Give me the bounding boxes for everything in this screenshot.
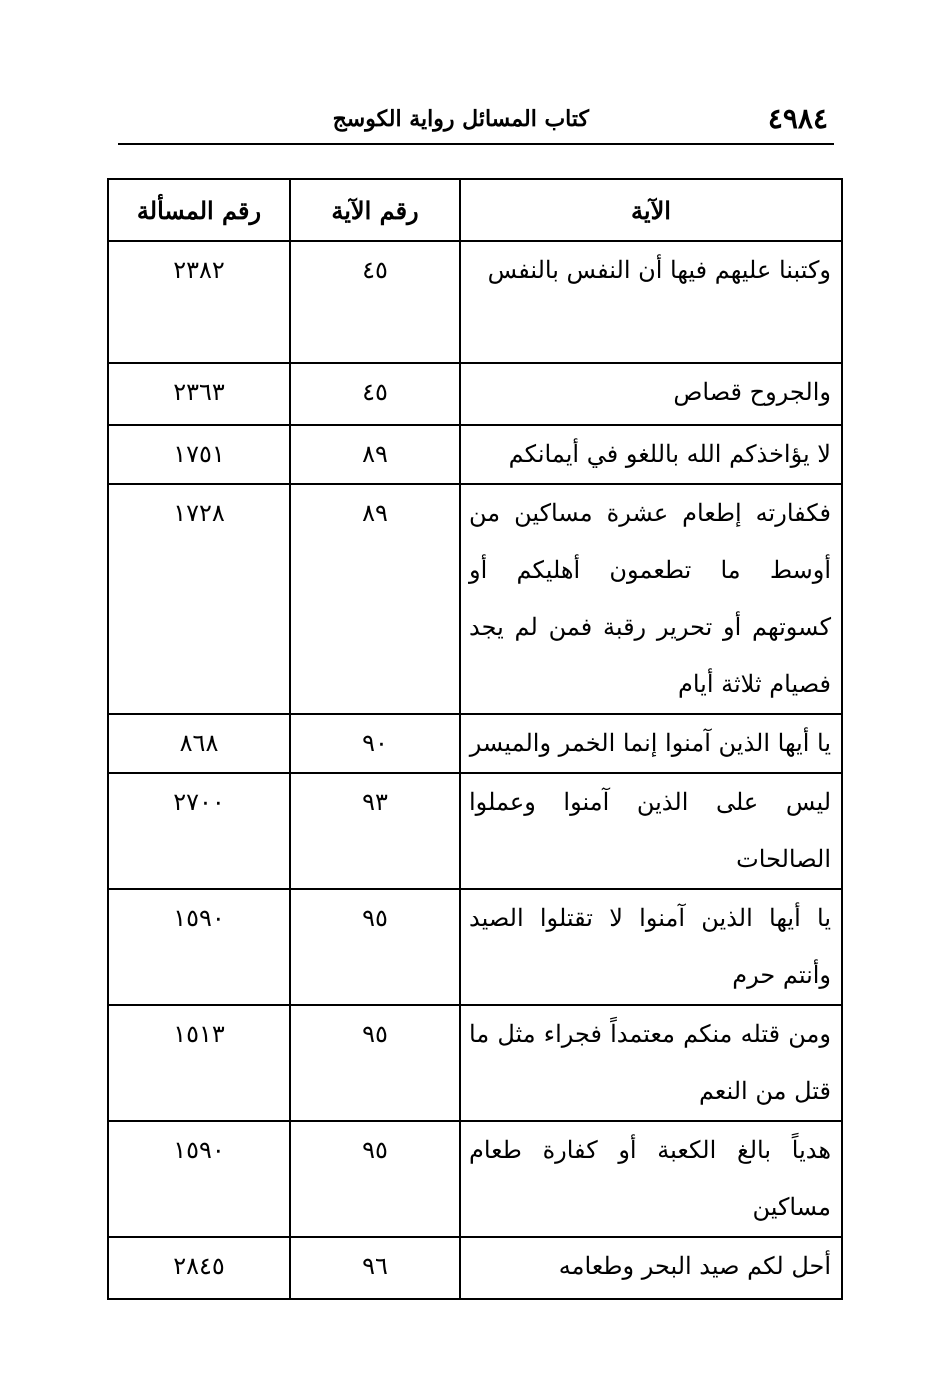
table-row — [108, 714, 842, 773]
issue-number-cell: ١٧٢٨ — [108, 484, 290, 714]
verse-number-cell: ٩٥ — [290, 1005, 460, 1121]
page-header — [118, 98, 834, 142]
column-header-issue-number: رقم المسألة — [108, 179, 290, 241]
issue-number-cell: ١٥٩٠ — [108, 889, 290, 1005]
verse-cell: فكفارته إطعام عشرة مساكين من أوسط ما تطعمون أهليكم أو كسوتهم أو تحرير رقبة فمن لم يجد فصيام ثلاثة أيام — [460, 484, 842, 714]
verse-cell: والجروح قصاص — [460, 363, 842, 425]
issue-number-cell: ١٧٥١ — [108, 425, 290, 484]
header-divider — [118, 143, 834, 145]
issue-number-cell: ١٥٩٠ — [108, 1121, 290, 1237]
verse-number-cell: ٩٦ — [290, 1237, 460, 1299]
table-header-row — [108, 179, 842, 241]
verse-cell: هدياً بالغ الكعبة أو كفارة طعام مساكين — [460, 1121, 842, 1237]
table-row — [108, 484, 842, 714]
table-row — [108, 1005, 842, 1121]
table-row — [108, 889, 842, 1005]
verse-number-cell: ٤٥ — [290, 241, 460, 363]
issue-number-cell: ٢٣٨٢ — [108, 241, 290, 363]
verse-cell: يا أيها الذين آمنوا لا تقتلوا الصيد وأنتم حرم — [460, 889, 842, 1005]
verse-cell: وكتبنا عليهم فيها أن النفس بالنفس — [460, 241, 842, 363]
verse-number-cell: ٩٥ — [290, 1121, 460, 1237]
verse-number-cell: ٨٩ — [290, 484, 460, 714]
table-row — [108, 1237, 842, 1299]
table-row — [108, 1121, 842, 1237]
verse-number-cell: ٩٠ — [290, 714, 460, 773]
verse-cell: يا أيها الذين آمنوا إنما الخمر والميسر — [460, 714, 842, 773]
table-row — [108, 425, 842, 484]
book-title: كتاب المسائل رواية الكوسج — [332, 106, 589, 132]
verse-number-cell: ٩٥ — [290, 889, 460, 1005]
verses-table — [107, 178, 843, 1300]
table-row — [108, 363, 842, 425]
verse-number-cell: ٤٥ — [290, 363, 460, 425]
table-row — [108, 773, 842, 889]
issue-number-cell: ٢٣٦٣ — [108, 363, 290, 425]
issue-number-cell: ٢٧٠٠ — [108, 773, 290, 889]
verse-cell: ومن قتله منكم معتمداً فجراء مثل ما قتل من النعم — [460, 1005, 842, 1121]
table-row — [108, 241, 842, 363]
issue-number-cell: ٨٦٨ — [108, 714, 290, 773]
column-header-verse: الآية — [460, 179, 842, 241]
verse-number-cell: ٩٣ — [290, 773, 460, 889]
verse-cell: أحل لكم صيد البحر وطعامه — [460, 1237, 842, 1299]
issue-number-cell: ١٥١٣ — [108, 1005, 290, 1121]
issue-number-cell: ٢٨٤٥ — [108, 1237, 290, 1299]
page-number: ٤٩٨٤ — [767, 102, 828, 135]
verse-cell: لا يؤاخذكم الله باللغو في أيمانكم — [460, 425, 842, 484]
verse-number-cell: ٨٩ — [290, 425, 460, 484]
verse-cell: ليس على الذين آمنوا وعملوا الصالحات — [460, 773, 842, 889]
column-header-verse-number: رقم الآية — [290, 179, 460, 241]
